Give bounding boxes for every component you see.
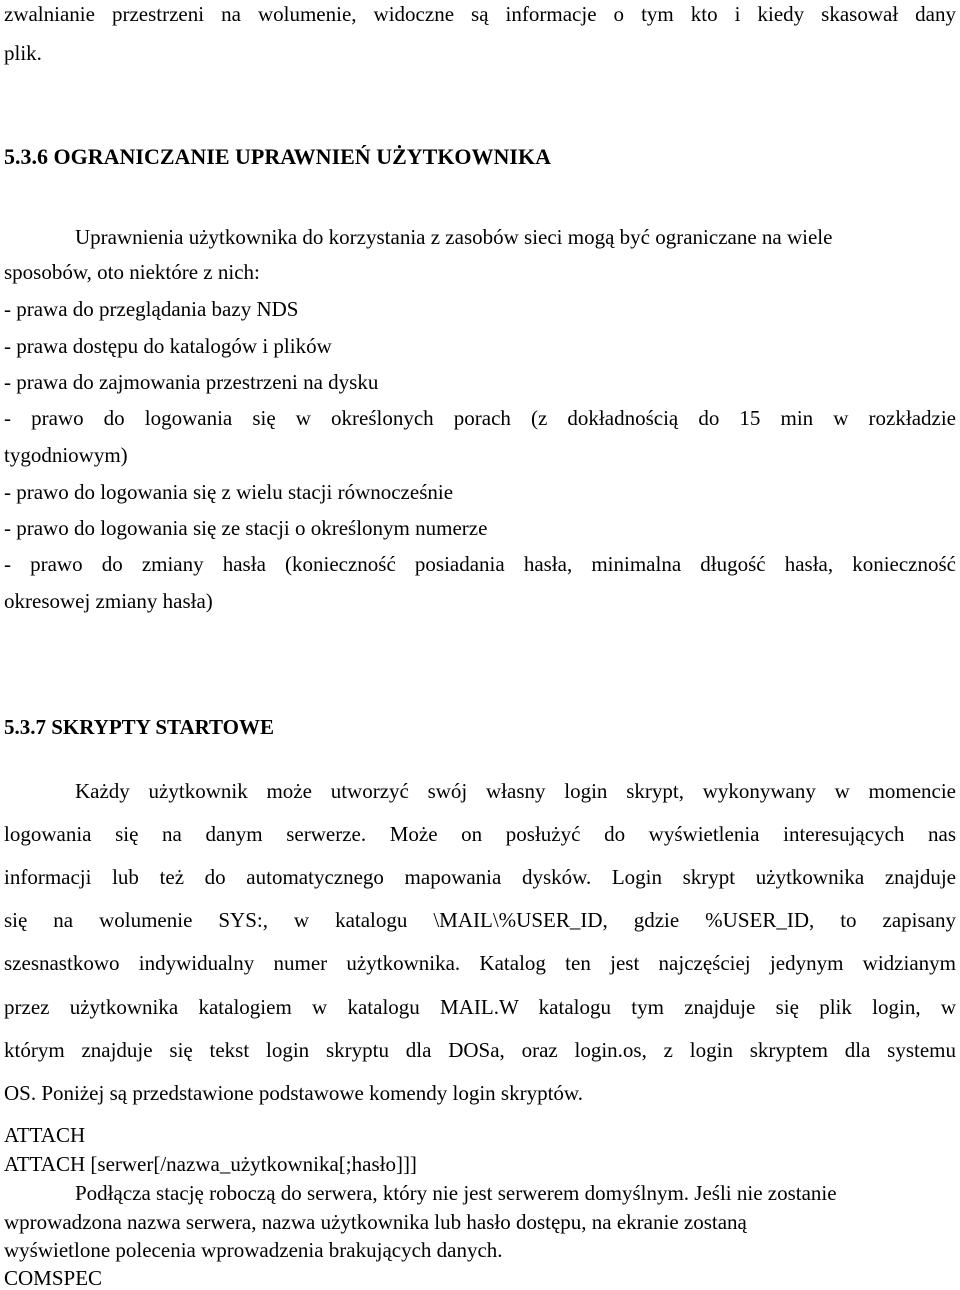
text-line: - prawo do zmiany hasła (konieczność posiadania hasła, minimalna długość hasła, konieczność — [4, 552, 956, 576]
text-line: Podłącza stację roboczą do serwera, który nie jest serwerem domyślnym. Jeśli nie zostanie — [75, 1181, 837, 1205]
text-line: - prawa dostępu do katalogów i plików — [4, 334, 332, 358]
text-line: - prawo do logowania się w określonych porach (z dokładnością do 15 min w rozkładzie — [4, 406, 956, 430]
text-line: - prawo do logowania się ze stacji o określonym numerze — [4, 516, 488, 540]
text-line: sposobów, oto niektóre z nich: — [4, 260, 260, 284]
text-line: informacji lub też do automatycznego mapowania dysków. Login skrypt użytkownika znajduje — [4, 865, 956, 889]
text-line: - prawa do zajmowania przestrzeni na dysku — [4, 370, 379, 394]
text-line: Każdy użytkownik może utworzyć swój własny login skrypt, wykonywany w momencie — [75, 779, 956, 803]
section-heading: 5.3.7 SKRYPTY STARTOWE — [4, 715, 275, 739]
text-line: ATTACH [serwer[/nazwa_użytkownika[;hasło]]] — [4, 1152, 417, 1176]
text-line: plik. — [4, 41, 42, 65]
text-line: wyświetlone polecenia wprowadzenia brakujących danych. — [4, 1238, 503, 1262]
text-line: zwalnianie przestrzeni na wolumenie, widoczne są informacje o tym kto i kiedy skasował dany — [4, 2, 956, 26]
text-line: Uprawnienia użytkownika do korzystania z zasobów sieci mogą być ograniczane na wiele — [75, 225, 833, 249]
text-line: wprowadzona nazwa serwera, nazwa użytkownika lub hasło dostępu, na ekranie zostaną — [4, 1210, 747, 1234]
text-line: ATTACH — [4, 1123, 86, 1147]
text-line: - prawa do przeglądania bazy NDS — [4, 297, 299, 321]
text-line: COMSPEC — [4, 1266, 103, 1290]
text-line: OS. Poniżej są przedstawione podstawowe komendy login skryptów. — [4, 1081, 583, 1105]
text-line: szesnastkowo indywidualny numer użytkownika. Katalog ten jest najczęściej jedynym widzianym — [4, 951, 956, 975]
text-line: którym znajduje się tekst login skryptu dla DOSa, oraz login.os, z login skryptem dla systemu — [4, 1038, 956, 1062]
text-line: się na wolumenie SYS:, w katalogu \MAIL\%USER_ID, gdzie %USER_ID, to zapisany — [4, 908, 956, 932]
text-line: - prawo do logowania się z wielu stacji równocześnie — [4, 480, 454, 504]
text-line: przez użytkownika katalogiem w katalogu MAIL.W katalogu tym znajduje się plik login, w — [4, 995, 956, 1019]
text-line: logowania się na danym serwerze. Może on posłużyć do wyświetlenia interesujących nas — [4, 822, 956, 846]
text-line: tygodniowym) — [4, 443, 128, 467]
section-heading: 5.3.6 OGRANICZANIE UPRAWNIEŃ UŻYTKOWNIKA — [4, 144, 551, 169]
text-line: okresowej zmiany hasła) — [4, 589, 213, 613]
